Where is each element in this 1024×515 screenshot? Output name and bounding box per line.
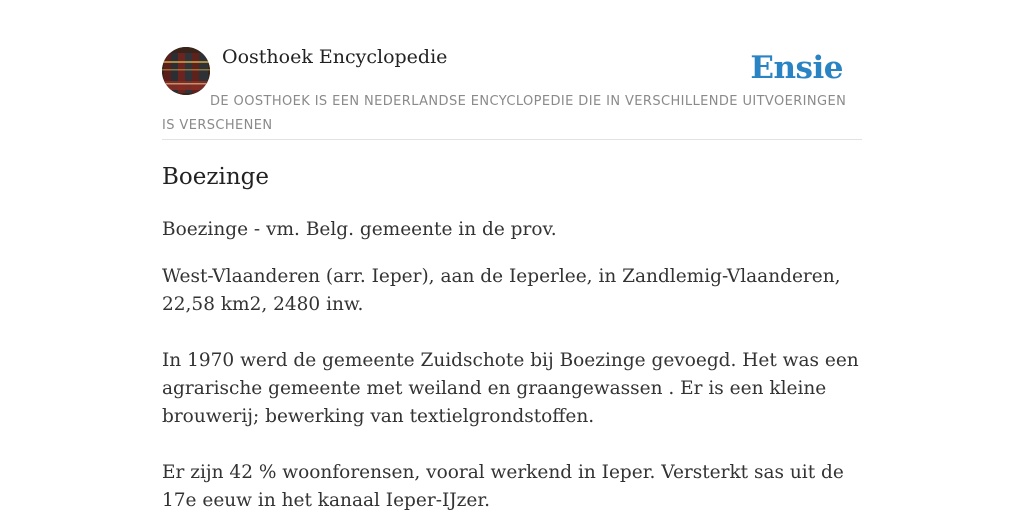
source-description: DE OOSTHOEK IS EEN NEDERLANDSE ENCYCLOPEDIE DIE IN VERSCHILLENDE UITVOERINGEN IS VERSCHENEN: [162, 94, 847, 133]
encyclopedia-books-icon[interactable]: [162, 47, 210, 95]
article-paragraph: Er zijn 42 % woonforensen, vooral werkend in Ieper. Versterkt sas uit de 17e eeuw in het kanaal Ieper-IJzer.: [162, 462, 844, 511]
page-container: [162, 40, 862, 511]
article-paragraph: In 1970 werd de gemeente Zuidschote bij Boezinge gevoegd. Het was een agrarische gemeente met weiland en graangewassen . Er is een kleine brouwerij; bewerking van textielgrondstoffen.: [162, 350, 859, 427]
article-title: Boezinge: [162, 164, 269, 190]
brand-logo[interactable]: Ensie: [750, 50, 843, 86]
article-paragraph: Boezinge - vm. Belg. gemeente in de prov.: [162, 219, 557, 240]
source-title[interactable]: Oosthoek Encyclopedie: [222, 46, 448, 68]
source-header: [162, 40, 862, 140]
article-paragraph: West-Vlaanderen (arr. Ieper), aan de Ieperlee, in Zandlemig-Vlaanderen, 22,58 km2, 2480 inw.: [162, 266, 841, 315]
